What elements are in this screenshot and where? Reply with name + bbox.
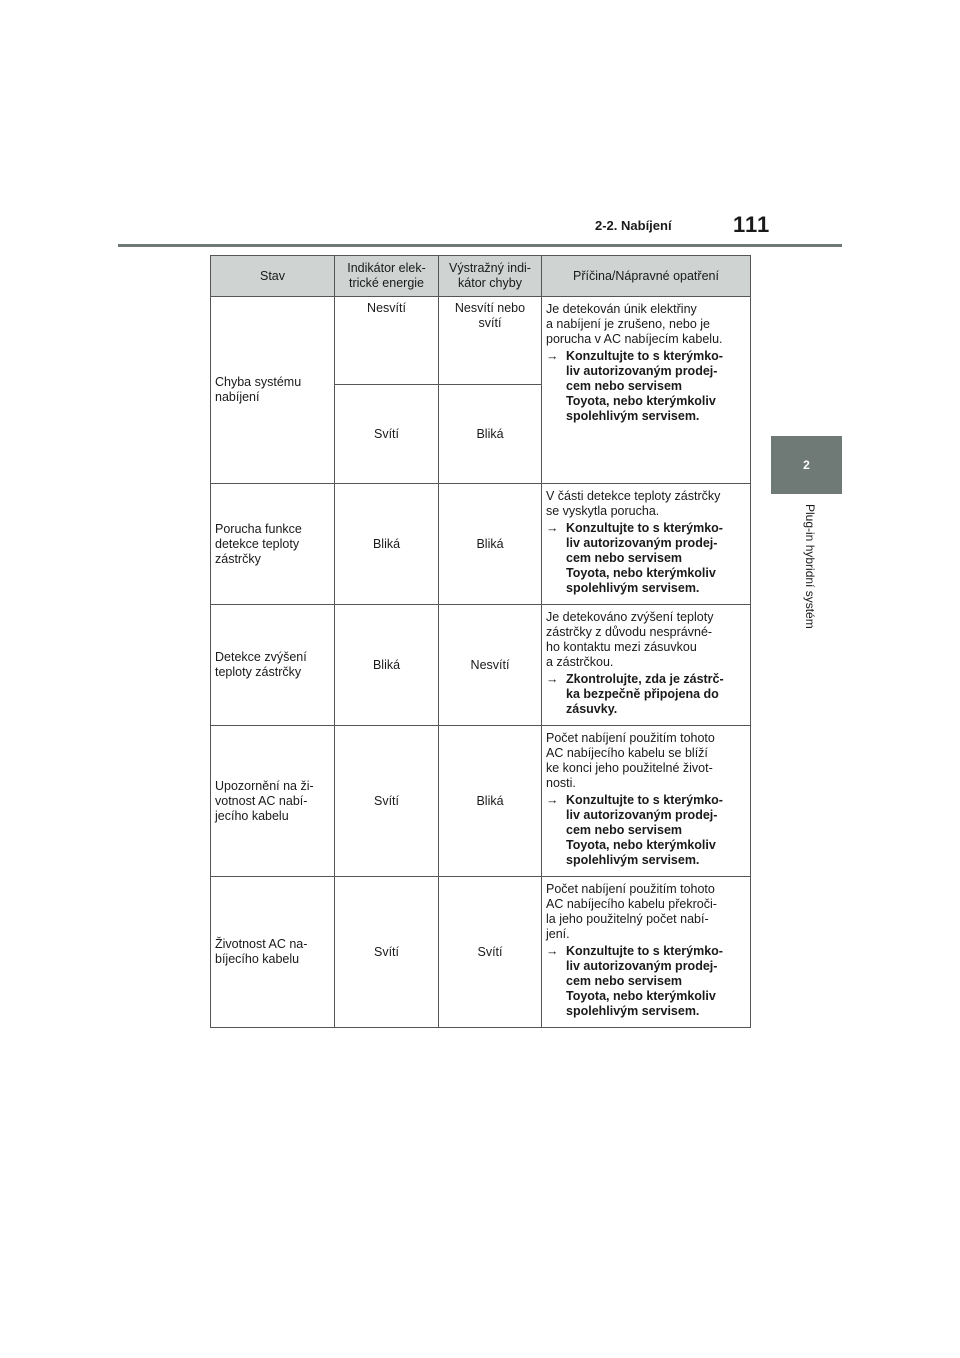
action-line: → Zkontrolujte, zda je zástrč- ka bezpečně připojena do zásuvky.: [546, 672, 724, 716]
cause-cell: Počet nabíjení použitím tohoto AC nabíjecího kabelu se blíží ke konci jeho použitelné život- nosti. → Konzultujte to s kterýmko- liv autorizovaným prodej- cem nebo servisem Toyota, nebo kterýmkoliv spolehlivým servisem.: [542, 726, 751, 877]
column-header-cause: Příčina/Nápravné opatření: [542, 256, 751, 297]
column-header-status: Stav: [211, 256, 335, 297]
cause-cell: V části detekce teploty zástrčky se vyskytla porucha. → Konzultujte to s kterýmko- liv autorizovaným prodej- cem nebo servisem Toyota, nebo kterýmkoliv spolehlivým servisem.: [542, 484, 751, 605]
indicator-cell: Bliká: [335, 484, 439, 605]
table-header-row: [211, 256, 751, 297]
chapter-label: Plug-in hybridní systém: [803, 504, 817, 629]
header-rule: [118, 244, 842, 247]
table-row: [211, 877, 751, 1028]
indicator-cell: Svítí: [335, 726, 439, 877]
table-row: [211, 605, 751, 726]
indicator-cell: Svítí: [335, 877, 439, 1028]
arrow-icon: →: [546, 944, 559, 958]
section-title: 2-2. Nabíjení: [595, 218, 672, 233]
column-header-indicator: Indikátor elek- trické energie: [335, 256, 439, 297]
status-cell: Chyba systému nabíjení: [211, 297, 335, 484]
status-cell: Životnost AC na- bíjecího kabelu: [211, 877, 335, 1028]
cause-cell: Je detekován únik elektřiny a nabíjení je zrušeno, nebo je porucha v AC nabíjecím kabelu. → Konzultujte to s kterýmko- liv autorizovaným prodej- cem nebo servisem Toyota, nebo kterýmkoliv spolehlivým servisem.: [542, 297, 751, 484]
indicator-cell: Svítí: [335, 385, 439, 484]
status-cell: Porucha funkce detekce teploty zástrčky: [211, 484, 335, 605]
warning-cell: Bliká: [439, 484, 542, 605]
status-cell: Detekce zvýšení teploty zástrčky: [211, 605, 335, 726]
warning-cell: Bliká: [439, 385, 542, 484]
action-line: → Konzultujte to s kterýmko- liv autorizovaným prodej- cem nebo servisem Toyota, nebo kterýmkoliv spolehlivým servisem.: [546, 521, 723, 595]
indicator-cell: Bliká: [335, 605, 439, 726]
column-header-warning: Výstražný indi- kátor chyby: [439, 256, 542, 297]
chapter-tab: [771, 436, 842, 494]
cause-cell: Je detekováno zvýšení teploty zástrčky z důvodu nesprávné- ho kontaktu mezi zásuvkou a zástrčkou. → Zkontrolujte, zda je zástrč- ka bezpečně připojena do zásuvky.: [542, 605, 751, 726]
warning-cell: Bliká: [439, 726, 542, 877]
arrow-icon: →: [546, 521, 559, 535]
page-number: 111: [733, 212, 771, 237]
arrow-icon: →: [546, 793, 559, 807]
table-row: [211, 726, 751, 877]
warning-cell: Svítí: [439, 877, 542, 1028]
status-cell: Upozornění na ži- votnost AC nabí- jecího kabelu: [211, 726, 335, 877]
arrow-icon: →: [546, 672, 559, 686]
action-line: → Konzultujte to s kterýmko- liv autorizovaným prodej- cem nebo servisem Toyota, nebo kterýmkoliv spolehlivým servisem.: [546, 944, 723, 1018]
action-line: → Konzultujte to s kterýmko- liv autorizovaným prodej- cem nebo servisem Toyota, nebo kterýmkoliv spolehlivým servisem.: [546, 349, 723, 423]
warning-cell: Nesvítí: [439, 605, 542, 726]
cause-cell: Počet nabíjení použitím tohoto AC nabíjecího kabelu překroči- la jeho použitelný počet nabí- jení. → Konzultujte to s kterýmko- liv autorizovaným prodej- cem nebo servisem Toyota, nebo kterýmkoliv spolehlivým servisem.: [542, 877, 751, 1028]
table-row: [211, 484, 751, 605]
indicator-cell: Nesvítí: [335, 297, 439, 385]
chapter-number: 2: [803, 458, 810, 472]
table-row: [211, 297, 751, 385]
arrow-icon: →: [546, 349, 559, 363]
warning-cell: Nesvítí nebo svítí: [439, 297, 542, 385]
status-table: [210, 255, 751, 1028]
action-line: → Konzultujte to s kterýmko- liv autorizovaným prodej- cem nebo servisem Toyota, nebo kterýmkoliv spolehlivým servisem.: [546, 793, 723, 867]
